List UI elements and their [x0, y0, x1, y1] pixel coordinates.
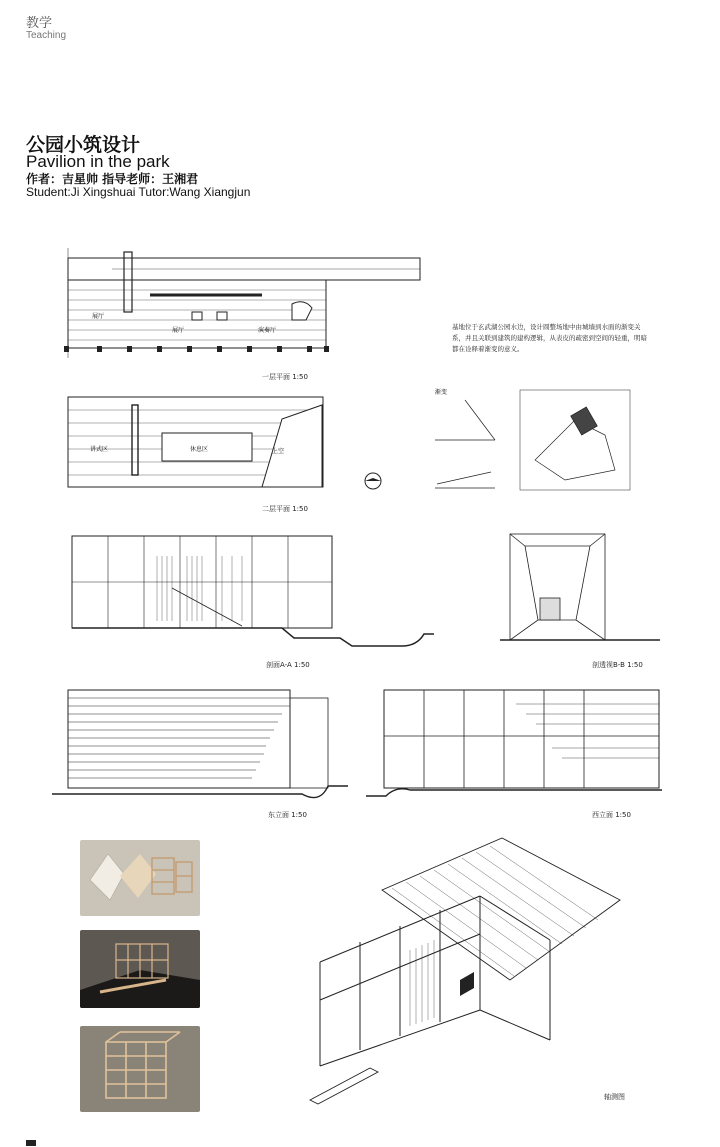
section-label: 教学 — [26, 15, 53, 30]
plan-label: 上空 — [272, 448, 285, 455]
model-photo — [80, 840, 200, 916]
caption-east-elevation: 东立面 1:50 — [268, 811, 307, 819]
north-arrow-icon — [362, 470, 384, 492]
project-title-en: Pavilion in the park — [26, 152, 170, 171]
plan-label: 展厅 — [172, 327, 185, 334]
page-marker — [26, 1140, 36, 1146]
project-title-cn: 公园小筑设计 — [26, 134, 141, 156]
site-diagram — [425, 380, 640, 500]
plan-label: 展厅 — [92, 313, 105, 320]
model-photo — [80, 1026, 200, 1112]
section-label-en: Teaching — [26, 30, 67, 41]
design-description: 基地位于玄武湖公园水边，设计圆整场地中由城墙到水面的渐变关系，并且关联到建筑的建构逻辑，从表皮的疏密到空间的轻重，明暗都在诠释着渐变的意义。 — [452, 323, 647, 353]
authors-en: Student:Ji Xingshuai Tutor:Wang Xiangjun — [26, 185, 251, 199]
axonometric-drawing — [270, 830, 640, 1120]
caption-section-aa: 剖面A-A 1:50 — [266, 661, 310, 669]
ground-floor-plan — [52, 238, 432, 378]
caption-axonometric: 轴测图 — [604, 1093, 625, 1101]
site-label: 渐变 — [435, 389, 448, 396]
plan-label: 讲式区 — [90, 446, 109, 453]
model-photo — [80, 930, 200, 1008]
caption-section-bb: 剖透视B-B 1:50 — [592, 661, 643, 669]
second-floor-plan — [52, 385, 342, 500]
section-bb — [500, 528, 660, 652]
authors-cn: 作者：吉星帅 指导老师：王湘君 — [26, 172, 199, 186]
west-elevation — [366, 686, 666, 804]
caption-plan1: 一层平面 1:50 — [262, 373, 308, 381]
caption-plan2: 二层平面 1:50 — [262, 505, 308, 513]
plan-label: 休息区 — [190, 446, 209, 453]
caption-west-elevation: 西立面 1:50 — [592, 811, 631, 819]
section-aa — [62, 526, 442, 656]
east-elevation — [52, 686, 352, 804]
plan-label: 演奏厅 — [258, 327, 277, 334]
